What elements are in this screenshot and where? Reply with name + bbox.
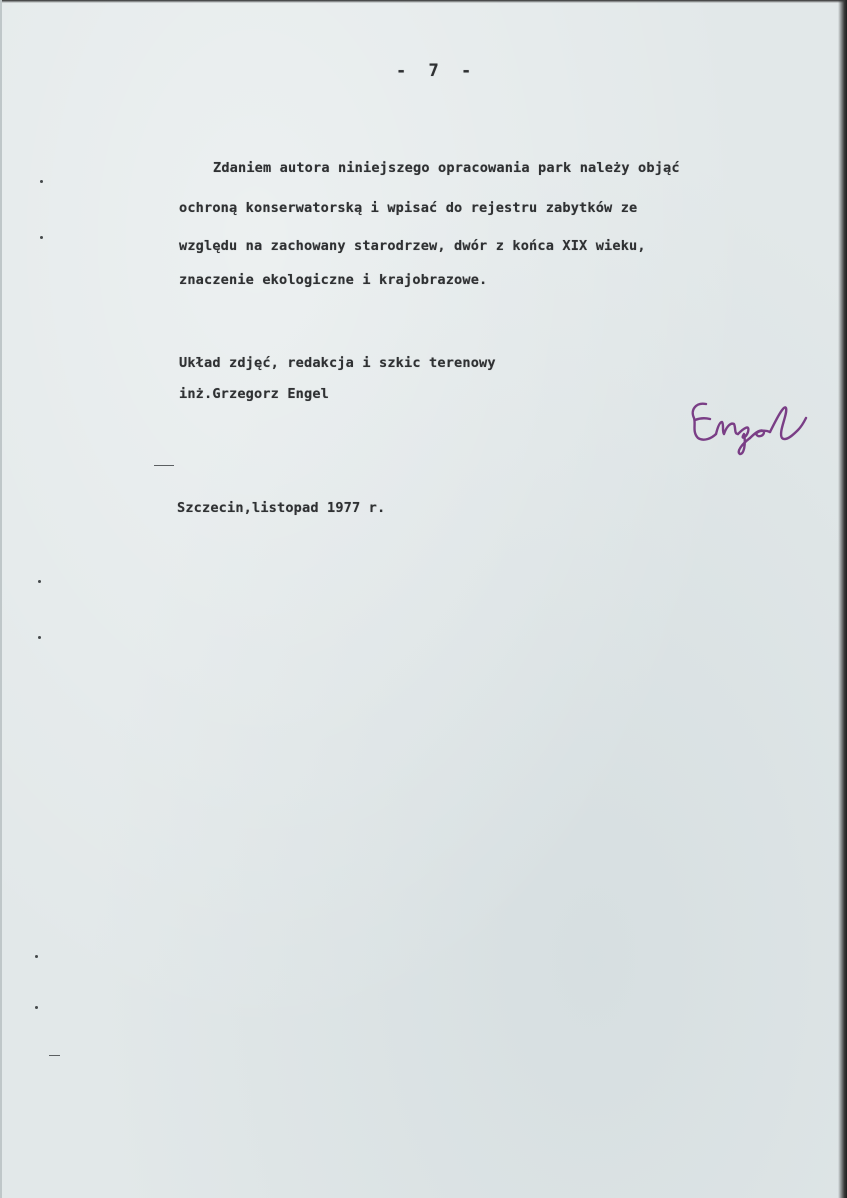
- handwritten-signature: [686, 388, 816, 458]
- page-right-edge: [838, 0, 847, 1198]
- margin-punch-mark: [40, 236, 43, 239]
- author-name: inż.Grzegorz Engel: [179, 386, 330, 402]
- place-and-date: Szczecin,listopad 1977 r.: [177, 500, 386, 516]
- margin-punch-mark: [40, 180, 43, 183]
- credits-line: Układ zdjęć, redakcja i szkic terenowy: [179, 355, 496, 371]
- paragraph-line-4: znaczenie ekologiczne i krajobrazowe.: [179, 272, 488, 288]
- page-number: - 7 -: [396, 61, 478, 81]
- paragraph-line-3: względu na zachowany starodrzew, dwór z końca XIX wieku,: [179, 238, 646, 254]
- paragraph-line-2: ochroną konserwatorską i wpisać do rejestru zabytków ze: [179, 200, 638, 216]
- page-top-edge: [2, 0, 847, 3]
- margin-punch-mark: [35, 1006, 38, 1009]
- margin-punch-mark: [35, 955, 38, 958]
- stray-pencil-mark: [154, 465, 174, 466]
- stray-pencil-mark: [49, 1055, 60, 1056]
- margin-punch-mark: [38, 580, 41, 583]
- margin-punch-mark: [38, 636, 41, 639]
- paragraph-line-1: Zdaniem autora niniejszego opracowania park należy objąć: [213, 160, 680, 176]
